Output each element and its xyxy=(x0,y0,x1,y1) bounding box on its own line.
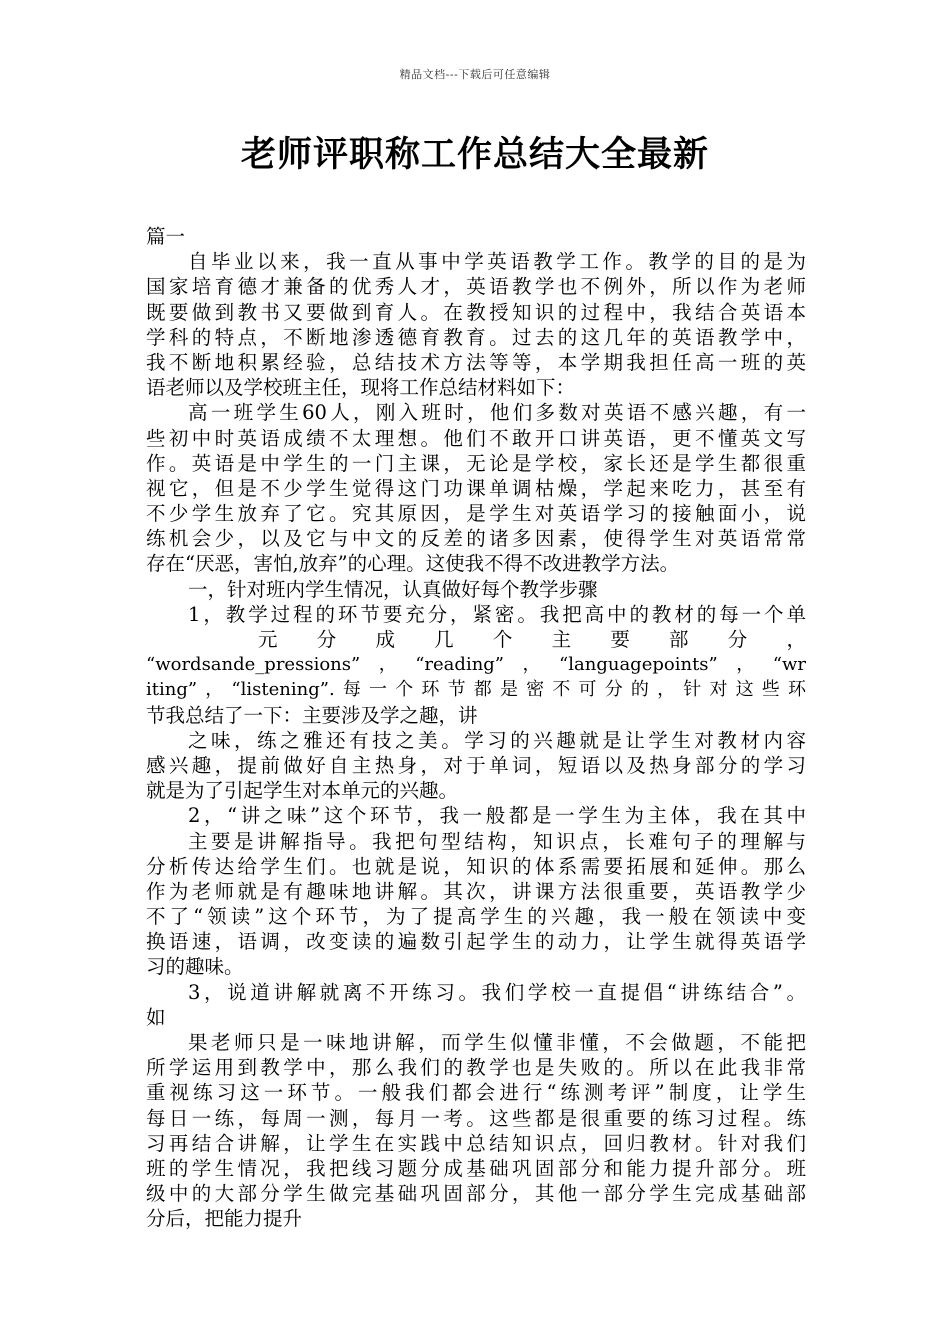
body-text-line: 语老师以及学校班主任，现将工作总结材料如下： xyxy=(146,376,576,400)
body-text-line: 国家培育德才兼备的优秀人才，英语教学也不例外，所以作为老师 xyxy=(146,275,806,299)
body-text-line: 篇一 xyxy=(146,225,186,248)
body-text-line: 习再结合讲解，让学生在实践中总结知识点，回归教材。针对我们 xyxy=(146,1131,806,1155)
body-text-line: 班的学生情况，我把线习题分成基础巩固部分和能力提升部分。班 xyxy=(146,1156,806,1180)
body-text-line: 些初中时英语成绩不太理想。他们不敢开口讲英语，更不懂英文写 xyxy=(146,426,806,450)
body-text-line: 感兴趣，提前做好自主热身，对于单词，短语以及热身部分的学习 xyxy=(146,753,806,777)
document-body xyxy=(146,224,806,1232)
body-text-line: 分后，把能力提升 xyxy=(146,1207,303,1231)
body-text-line: 级中的大部分学生做完基础巩固部分，其他一部分学生完成基础部 xyxy=(146,1182,806,1206)
body-text-line: 一，针对班内学生情况，认真做好每个教学步骤 xyxy=(188,577,598,601)
body-text-line: 高一班学生60人，刚入班时，他们多数对英语不感兴趣，有一 xyxy=(188,401,806,425)
body-text-line: 1，教学过程的环节要充分，紧密。我把高中的教材的每一个单 xyxy=(188,602,806,626)
body-text-line: 练机会少，以及它与中文的反差的诸多因素，使得学生对英语常常 xyxy=(146,527,806,551)
body-text-line: 节我总结了一下：主要涉及学之趣，讲 xyxy=(146,703,478,727)
body-text-line: 存在“厌恶，害怕,放弃”的心理。这使我不得不改进教学方法。 xyxy=(146,552,680,576)
body-text-line: 不少学生放弃了它。究其原因，是学生对英语学习的接触面小，说 xyxy=(146,502,806,526)
body-text-line: 分析传达给学生们。也就是说，知识的体系需要拓展和延伸。那么 xyxy=(146,854,806,878)
body-text-line: 作。英语是中学生的一门主课，无论是学校，家长还是学生都很重 xyxy=(146,451,806,475)
body-text-line: 2，“讲之味”这个环节，我一般都是一学生为主体，我在其中 xyxy=(188,804,806,828)
body-text-line: 每日一练，每周一测，每月一考。这些都是很重要的练习过程。练 xyxy=(146,1106,806,1130)
body-text-line: 既要做到教书又要做到育人。在教授知识的过程中，我结合英语本 xyxy=(146,300,806,324)
body-text-line: 学科的特点，不断地渗透德育教育。过去的这几年的英语教学中， xyxy=(146,325,806,349)
body-text-line: 作为老师就是有趣味地讲解。其次，讲课方法很重要，英语教学少 xyxy=(146,879,806,903)
body-text-line: 视它，但是不少学生觉得这门功课单调枯燥，学起来吃力，甚至有 xyxy=(146,476,806,500)
body-text-line: 我不断地积累经验，总结技术方法等等，本学期我担任高一班的英 xyxy=(146,350,806,374)
body-text-line: 习的趣味。 xyxy=(146,955,244,979)
body-text-line: 之味，练之雅还有技之美。学习的兴趣就是让学生对教材内容 xyxy=(188,728,806,752)
body-text-line: 所学运用到教学中，那么我们的教学也是失败的。所以在此我非常 xyxy=(146,1056,806,1080)
body-text-line: 换语速，语调，改变读的遍数引起学生的动力，让学生就得英语学 xyxy=(146,930,806,954)
header-note: 精品文档---下载后可任意编辑 xyxy=(399,68,551,81)
body-text-line: 果老师只是一味地讲解，而学生似懂非懂，不会做题，不能把 xyxy=(188,1031,806,1054)
body-text-line: 不了“领读”这个环节，为了提高学生的兴趣，我一般在领读中变 xyxy=(146,905,806,929)
body-text-line: iting”，“listening”.每一个环节都是密不可分的，针对这些环 xyxy=(146,679,806,701)
body-text-line: “wordsande_pressions”，“reading”，“languagepoints”，“wr xyxy=(146,654,806,676)
body-text-line: 主要是讲解指导。我把句型结构，知识点，长难句子的理解与 xyxy=(188,829,806,853)
document-title: 老师评职称工作总结大全最新 xyxy=(240,135,709,175)
body-text-line: 就是为了引起学生对本单元的兴趣。 xyxy=(146,779,459,803)
body-text-line: 自毕业以来，我一直从事中学英语教学工作。教学的目的是为 xyxy=(188,250,806,274)
body-text-line: 如 xyxy=(146,1005,166,1029)
body-text-line: 3，说道讲解就离不开练习。我们学校一直提倡“讲练结合”。 xyxy=(188,980,806,1004)
body-text-line: 元 分 成 几 个 主 要 部 分 ， xyxy=(258,628,806,651)
body-text-line: 重视练习这一环节。一般我们都会进行“练测考评”制度，让学生 xyxy=(146,1081,806,1105)
